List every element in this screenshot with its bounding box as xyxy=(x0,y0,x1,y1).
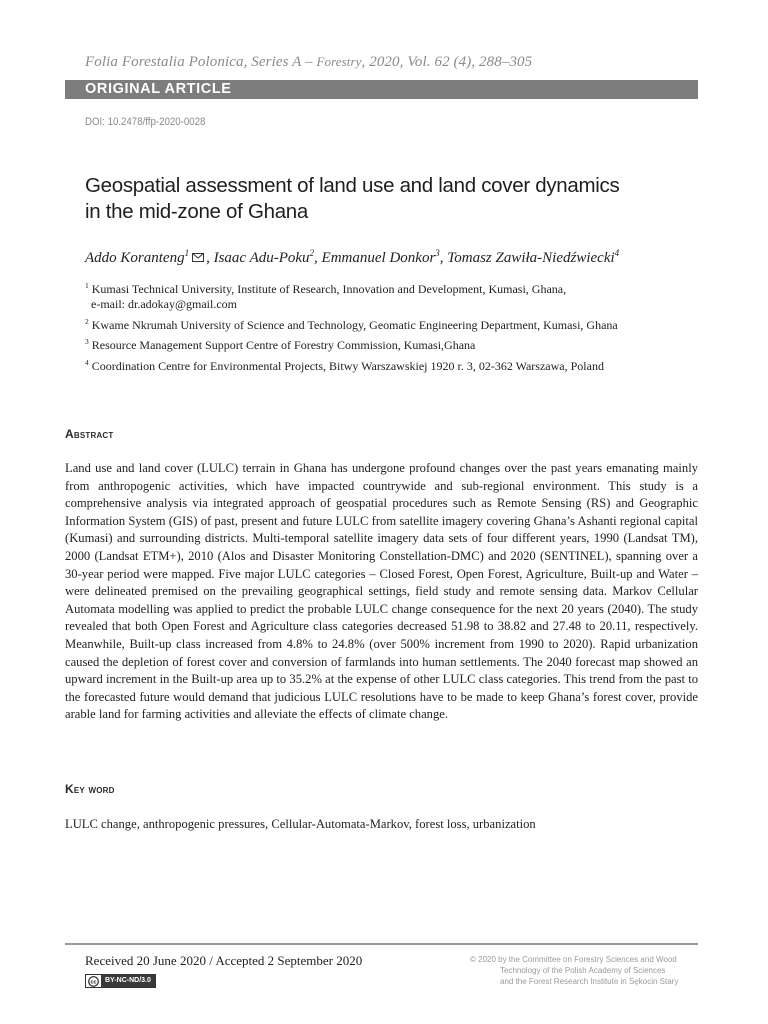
affiliation-4 xyxy=(85,355,705,374)
author-affiliation-number: 1 xyxy=(184,248,190,258)
title-line-1: Geospatial assessment of land use and land cover dynamics xyxy=(85,174,620,197)
copyright-notice xyxy=(470,954,695,987)
affiliation-number: 1 xyxy=(85,281,89,290)
affiliation-email[interactable]: e-mail: dr.adokay@gmail.com xyxy=(91,297,238,311)
author-separator: , xyxy=(206,250,214,266)
creative-commons-icon xyxy=(86,975,101,987)
affiliation-number: 4 xyxy=(85,358,89,367)
envelope-icon[interactable] xyxy=(192,250,204,267)
author-name: Isaac Adu-Poku xyxy=(213,250,310,266)
affiliation-text: Resource Management Support Centre of Forestry Commission, Kumasi,Ghana xyxy=(91,338,476,352)
author-name: Addo Koranteng xyxy=(85,250,185,266)
affiliation-text: Kumasi Technical University, Institute of Research, Innovation and Development, Kumasi, Ghana, xyxy=(91,282,567,296)
journal-dash: – xyxy=(301,54,317,70)
copyright-line-1: © 2020 by the Committee on Forestry Sciences and Wood xyxy=(470,955,677,964)
affiliation-number: 3 xyxy=(85,337,89,346)
article-type-label: ORIGINAL ARTICLE xyxy=(85,81,232,97)
cc-mark: cc xyxy=(90,979,97,986)
affiliation-1 xyxy=(85,278,705,312)
copyright-line-3: and the Forest Research Institute in Sękocin Stary xyxy=(500,977,679,986)
cc-license-badge[interactable] xyxy=(85,974,156,988)
affiliation-number: 2 xyxy=(85,317,89,326)
author-list xyxy=(85,248,619,267)
journal-name: Folia Forestalia Polonica, Series A xyxy=(85,54,302,70)
author-name: Tomasz Zawiła-Niedźwiecki xyxy=(447,250,615,266)
affiliation-3 xyxy=(85,334,705,353)
author-name: Emmanuel Donkor xyxy=(321,250,436,266)
license-label: BY-NC-ND/3.0 xyxy=(101,975,155,987)
author-affiliation-number: 4 xyxy=(614,248,620,258)
keyword-heading: Key word xyxy=(65,782,115,796)
affiliation-text: Kwame Nkrumah University of Science and Technology, Geomatic Engineering Department, Kumasi, Ghana xyxy=(91,318,618,332)
journal-citation xyxy=(85,54,532,71)
abstract-heading: Abstract xyxy=(65,427,114,441)
received-dates: Received 20 June 2020 / Accepted 2 September 2020 xyxy=(85,953,363,968)
article-type-banner xyxy=(65,80,698,99)
article-title xyxy=(85,173,705,225)
journal-volume: , 2020, Vol. 62 (4), 288–305 xyxy=(361,54,533,70)
author-separator: , xyxy=(439,250,448,266)
doi-link[interactable]: DOI: 10.2478/ffp-2020-0028 xyxy=(85,116,206,128)
author-affiliation-number: 2 xyxy=(309,248,315,258)
affiliation-2 xyxy=(85,314,705,333)
copyright-line-2: Technology of the Polish Academy of Sciences xyxy=(500,966,666,975)
abstract-body: Land use and land cover (LULC) terrain in Ghana has undergone profound changes over the past years emanating mainly from anthropogenic activities, which have impacted countrywide and sub-regional environment. This study is a comprehensive analysis via integrated approach of geospatial procedures such as Remote Sensing (RS) and Geographic Information System (GIS) of past, present and future LULC from satellite imagery covering Ghana’s Ashanti regional capital (Kumasi) and surrounding districts. Multi-temporal satellite imagery data sets of four different years, 1990 (Landsat TM), 2000 (Landsat ETM+), 2010 (Alos and Disaster Monitoring Constellation-DMC) and 2020 (SENTINEL), spanning over a 30-year period were mapped. Five major LULC categories – Closed Forest, Open Forest, Agriculture, Built-up and Water – were delineated premised on the prevailing geographical settings, field study and remote sensing data. Markov Cellular Automata modelling was applied to predict the probable LULC change consequence for the next 20 years (2040). The study revealed that both Open Forest and Agriculture class categories decreased 51.98 to 38.82 and 27.48 to 20.11, respectively. Meanwhile, Built-up class increased from 4.8% to 24.8% (over 500% increment from 1990 to 2020). Rapid urbanization caused the depletion of forest cover and conversion of farmlands into human settlements. The 2040 forecast map showed an upward increment in the Built-up area up to 35.2% at the expense of other LULC class categories. This trend from the past to the forecasted future would demand that judicious LULC resolutions have to be made to keep Ghana’s forest cover, provide arable land for farming activities and alleviate the effects of climate change. xyxy=(65,461,698,722)
author-affiliation-number: 3 xyxy=(435,248,440,258)
title-line-2: in the mid-zone of Ghana xyxy=(85,200,308,223)
journal-series: Forestry xyxy=(316,54,362,69)
affiliation-text: Coordination Centre for Environmental Projects, Bitwy Warszawskiej 1920 r. 3, 02-362 Warszawa, Poland xyxy=(91,359,604,373)
keyword-list: LULC change, anthropogenic pressures, Cellular-Automata-Markov, forest loss, urbanization xyxy=(65,817,536,831)
author-separator: , xyxy=(314,250,322,266)
footer-divider xyxy=(65,943,698,945)
